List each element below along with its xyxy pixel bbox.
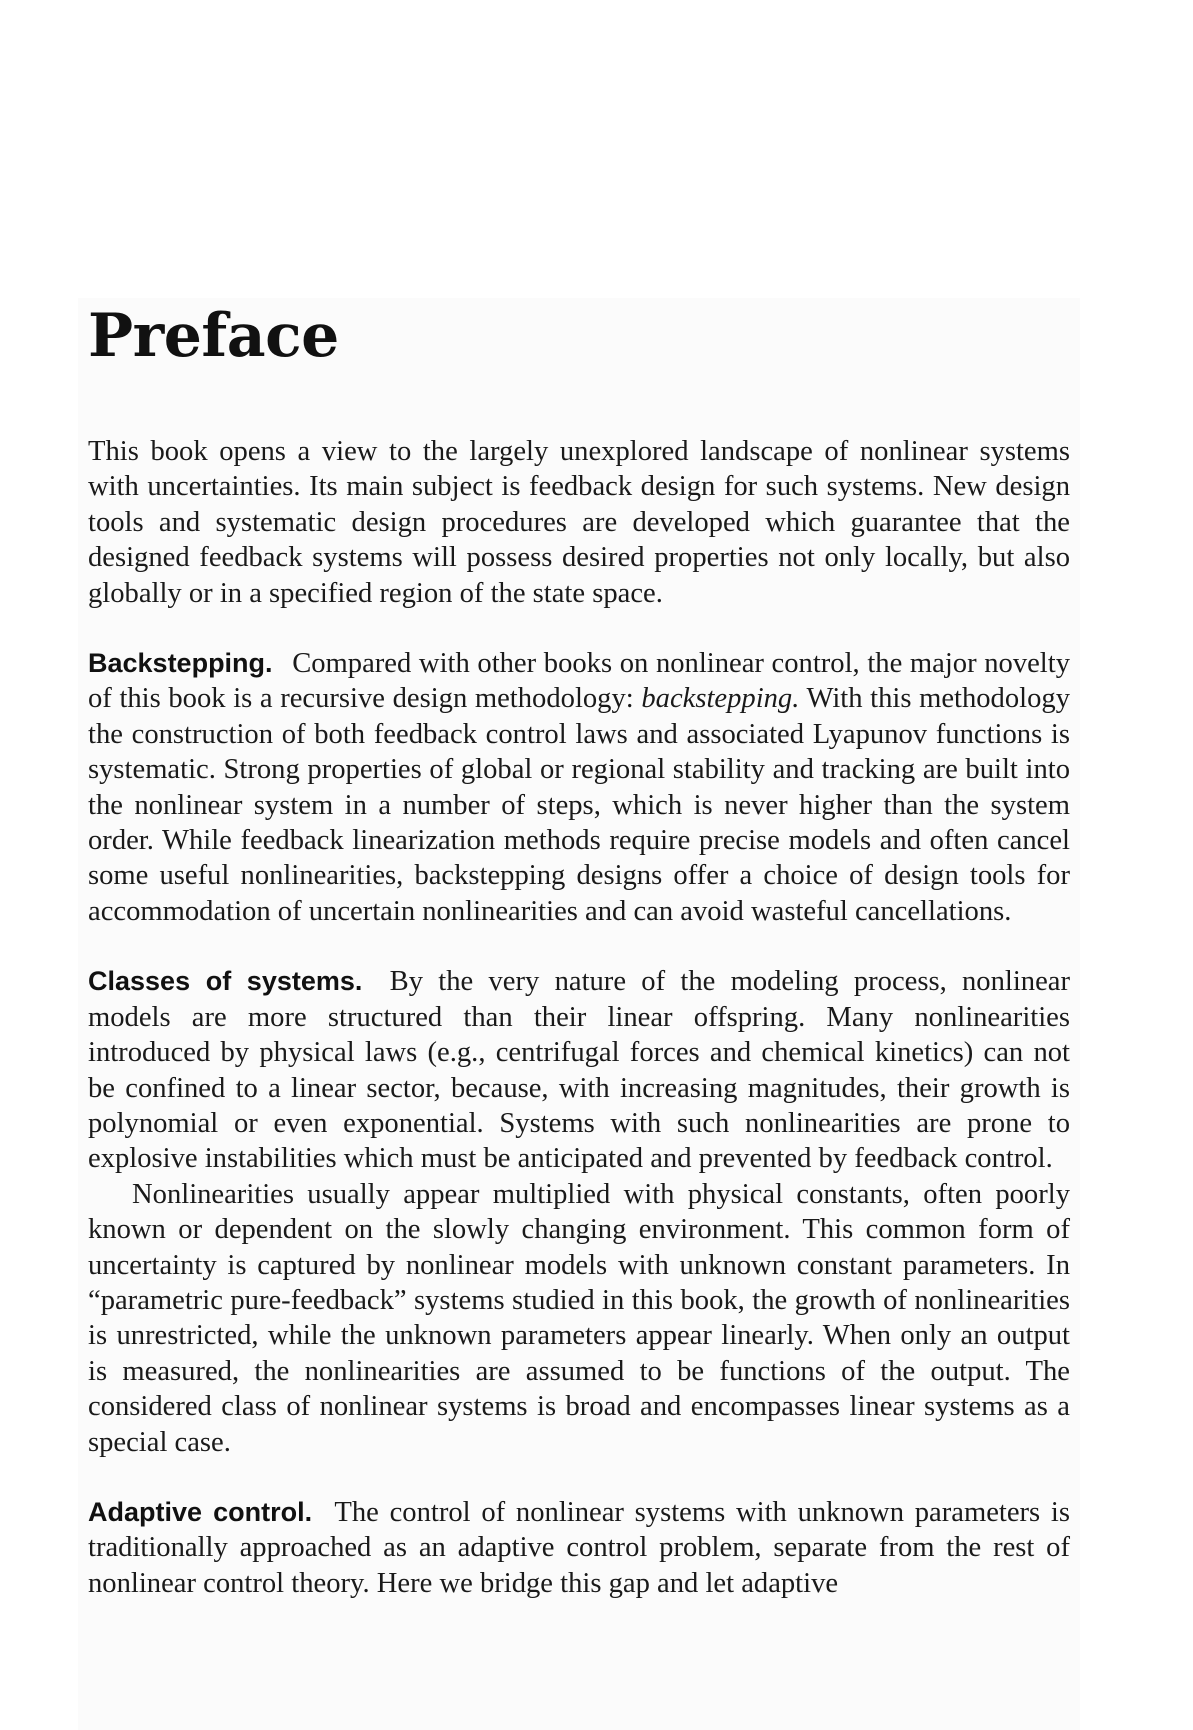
chapter-title: Preface bbox=[88, 301, 339, 371]
adaptive-paragraph bbox=[88, 1495, 1070, 1601]
intro-section bbox=[88, 434, 1070, 611]
classes-paragraph bbox=[88, 964, 1070, 1176]
intro-paragraph: This book opens a view to the largely unexplored landscape of nonlinear systems with uncertainties. Its main subject is feedback design for such systems. New design tools and systematic design procedures are developed which guarantee that the designed feedback systems will possess desired properties not only locally, but also globally or in a specified region of the state space. bbox=[88, 436, 1070, 609]
backstepping-section bbox=[88, 646, 1070, 929]
classes-text: By the very nature of the modeling process, nonlinear models are more structured than their linear offspring. Many nonlinearities introduced by physical laws (e.g., centrifugal forces and chemical kinetics) can not be confined to a linear sector, because, with increasing magnitudes, their growth is polynomial or even exponential. Systems with such nonlinearities are prone to explosive instabilities which must be anticipated and prevented by feedback control. bbox=[88, 966, 1070, 1175]
preface-content bbox=[88, 300, 1070, 1601]
adaptive-section bbox=[88, 1495, 1070, 1601]
adaptive-text: The control of nonlinear systems with unknown parameters is traditionally approached as an adaptive control problem, separate from the rest of nonlinear control theory. Here we bridge this gap and let adaptive bbox=[88, 1496, 1070, 1599]
backstepping-text-after: With this methodology the construction of both feedback control laws and associated Lyapunov functions is systematic. Strong properties of global or regional stability and tracking are built into the nonlinear system in a number of steps, which is never higher than the system order. While feedback linearization methods require precise models and often cancel some useful nonlinearities, backstepping designs offer a choice of design tools for accommodation of uncertain nonlinearities and can avoid wasteful cancellations. bbox=[88, 683, 1070, 927]
classes-paragraph-2: Nonlinearities usually appear multiplied with physical constants, often poorly known or dependent on the slowly changing environment. This common form of uncertainty is captured by nonlinear models with unknown constant parameters. In “parametric pure-feedback” systems studied in this book, the growth of nonlinearities is unrestricted, while the unknown parameters appear linearly. When only an output is measured, the nonlinearities are assumed to be functions of the output. The considered class of nonlinear systems is broad and encompasses linear systems as a special case. bbox=[88, 1178, 1070, 1458]
adaptive-heading: Adaptive control. bbox=[88, 1496, 313, 1527]
backstepping-paragraph bbox=[88, 646, 1070, 929]
classes-section bbox=[88, 964, 1070, 1460]
backstepping-emphasis: backstepping. bbox=[641, 683, 800, 715]
backstepping-text-before: Compared with other books on nonlinear control, the major novelty of this book is a recursive design methodology: bbox=[88, 648, 1070, 715]
backstepping-heading: Backstepping. bbox=[88, 648, 273, 679]
classes-heading: Classes of systems. bbox=[88, 966, 363, 997]
